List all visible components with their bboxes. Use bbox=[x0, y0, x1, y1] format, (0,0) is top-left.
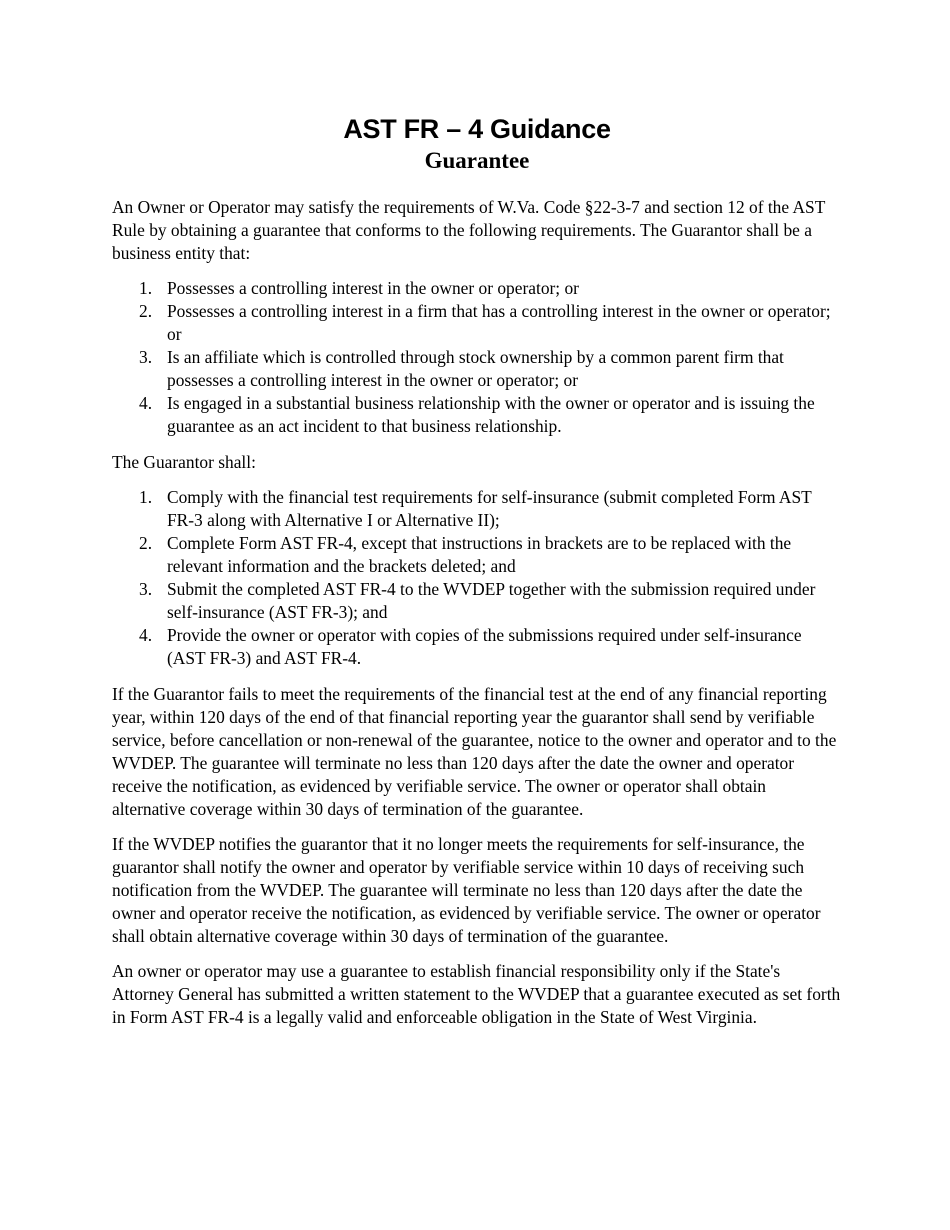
list-item-text: Submit the completed AST FR-4 to the WVDEP together with the submission required under self-insurance (AST FR-3); and bbox=[167, 579, 816, 622]
list-item-number: 2. bbox=[139, 533, 153, 553]
list-item-text: Possesses a controlling interest in the owner or operator; or bbox=[167, 278, 579, 298]
list-item-number: 1. bbox=[139, 487, 153, 507]
list-item-number: 4. bbox=[139, 393, 153, 413]
guarantor-shall-heading: The Guarantor shall: bbox=[112, 452, 256, 472]
financial-test-failure-paragraph: If the Guarantor fails to meet the requirements of the financial test at the end of any financial reporting year, within 120 days of the end of that financial reporting year the guarantor shall send by verifiable service, before cancellation or non-renewal of the guarantee, notice to the owner and operator and to the WVDEP. The guarantee will terminate no less than 120 days after the date the owner and operator receive the notification, as evidenced by verifiable service. The owner or operator shall obtain alternative coverage within 30 days of termination of the guarantee. bbox=[112, 684, 837, 819]
list-item-text: Comply with the financial test requirements for self-insurance (submit completed Form AST FR-3 along with Alternative I or Alternative II); bbox=[167, 487, 812, 530]
list-item-number: 3. bbox=[139, 347, 153, 367]
list-item bbox=[112, 578, 842, 624]
list-item bbox=[112, 300, 842, 346]
intro-paragraph: An Owner or Operator may satisfy the requirements of W.Va. Code §22-3-7 and section 12 of the AST Rule by obtaining a guarantee that conforms to the following requirements. The Guarantor shall be a business entity that: bbox=[112, 197, 826, 263]
list-item-text: Provide the owner or operator with copies of the submissions required under self-insurance (AST FR-3) and AST FR-4. bbox=[167, 625, 802, 668]
list-item bbox=[112, 532, 842, 578]
list-item-number: 3. bbox=[139, 579, 153, 599]
list-item-text: Is an affiliate which is controlled through stock ownership by a common parent firm that possesses a controlling interest in the owner or operator; or bbox=[167, 347, 784, 390]
list-item bbox=[112, 277, 842, 300]
list-item-number: 4. bbox=[139, 625, 153, 645]
guarantor-obligations-list bbox=[112, 486, 842, 670]
list-item-number: 1. bbox=[139, 278, 153, 298]
attorney-general-paragraph: An owner or operator may use a guarantee to establish financial responsibility only if the State's Attorney General has submitted a written statement to the WVDEP that a guarantee executed as set forth in Form AST FR-4 is a legally valid and enforceable obligation in the State of West Virginia. bbox=[112, 961, 841, 1027]
list-item-text: Complete Form AST FR-4, except that instructions in brackets are to be replaced with the relevant information and the brackets deleted; and bbox=[167, 533, 792, 576]
list-item bbox=[112, 392, 842, 438]
list-item bbox=[112, 346, 842, 392]
entity-requirements-list bbox=[112, 277, 842, 438]
document-title: AST FR – 4 Guidance bbox=[343, 114, 611, 144]
list-item-text: Possesses a controlling interest in a firm that has a controlling interest in the owner or operator; or bbox=[167, 301, 831, 344]
list-item bbox=[112, 486, 842, 532]
document-subtitle: Guarantee bbox=[424, 148, 530, 173]
list-item-text: Is engaged in a substantial business relationship with the owner or operator and is issuing the guarantee as an act incident to that business relationship. bbox=[167, 393, 815, 436]
wvdep-notification-paragraph: If the WVDEP notifies the guarantor that it no longer meets the requirements for self-insurance, the guarantor shall notify the owner and operator by verifiable service within 10 days of receiving such notification from the WVDEP. The guarantee will terminate no less than 120 days after the date the owner and operator receive the notification, as evidenced by verifiable service. The owner or operator shall obtain alternative coverage within 30 days of termination of the guarantee. bbox=[112, 834, 821, 946]
document-page bbox=[112, 112, 842, 1041]
list-item-number: 2. bbox=[139, 301, 153, 321]
list-item bbox=[112, 624, 842, 670]
